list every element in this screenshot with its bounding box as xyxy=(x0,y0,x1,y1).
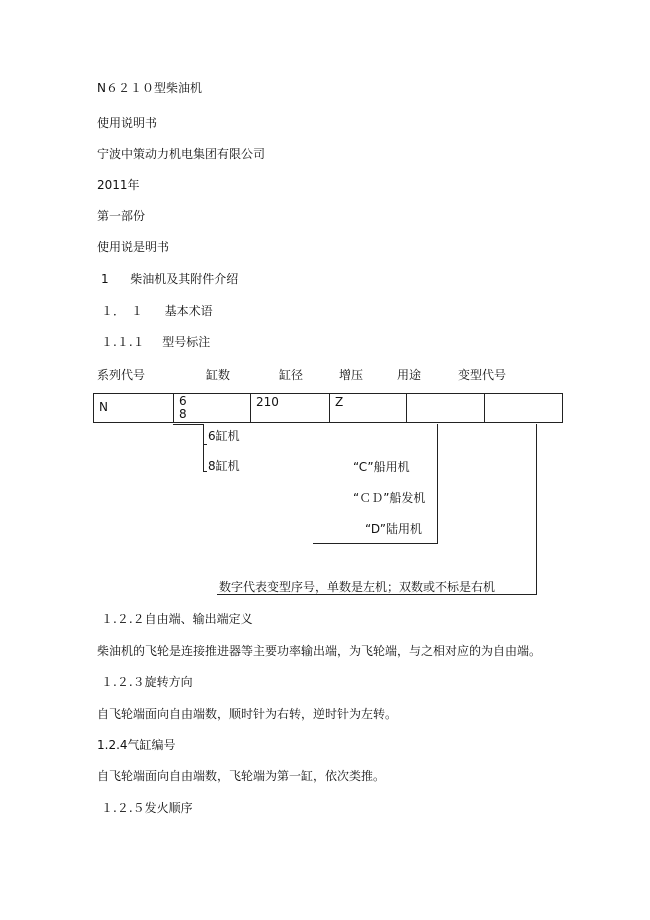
section-1-title: 柴油机及其附件介绍 xyxy=(130,272,239,286)
section-1-2-3-number: １.２.３ xyxy=(101,675,145,689)
label-use-cd: “ＣＤ”船发机 xyxy=(353,491,426,505)
section-1-2-4-heading xyxy=(97,737,176,753)
label-use-c: “C”船用机 xyxy=(353,460,410,474)
section-1-2-2-heading xyxy=(101,611,253,627)
label-6-cylinder: 6缸机 xyxy=(208,429,240,443)
section-1-1-1-number: １.１.１ xyxy=(101,335,145,349)
doc-subtitle: 使用说明书 xyxy=(97,116,158,130)
label-8-cylinder: 8缸机 xyxy=(208,459,240,473)
doc-year: 2011年 xyxy=(97,178,140,192)
header-usage: 用途 xyxy=(397,368,422,382)
section-1-2-3-title: 旋转方向 xyxy=(144,675,193,689)
label-use-d: “D”陆用机 xyxy=(365,522,422,536)
code-row xyxy=(94,394,563,423)
cell-usage xyxy=(407,394,485,423)
section-1-2-3-body: 自飞轮端面向自由端数，顺时针为右转，逆时针为左转。 xyxy=(97,707,398,721)
section-1-2-2-body: 柴油机的飞轮是连接推进器等主要功率输出端，为飞轮端，与之相对应的为自由端。 xyxy=(97,644,542,658)
section-1-2-4-body: 自飞轮端面向自由端数，飞轮端为第一缸，依次类推。 xyxy=(97,769,386,783)
section-1-2-5-heading xyxy=(101,800,193,816)
section-1-2-4-title: 气缸编号 xyxy=(127,738,176,752)
section-1-1-title: 基本术语 xyxy=(164,304,213,318)
header-turbo: 增压 xyxy=(339,368,364,382)
doc-title: N６２１０型柴油机 xyxy=(97,81,202,95)
section-1-1-1-title: 型号标注 xyxy=(162,335,211,349)
section-1-number: 1 xyxy=(101,272,109,286)
header-series: 系列代号 xyxy=(97,368,146,382)
section-1-2-2-title: 自由端、输出端定义 xyxy=(144,612,253,626)
section-1-2-3-heading xyxy=(101,674,193,690)
code-table xyxy=(93,393,563,423)
section-1-1-heading xyxy=(101,303,213,319)
section-1-2-5-title: 发火顺序 xyxy=(144,801,193,815)
part-heading: 第一部份 xyxy=(97,209,146,223)
company-name: 宁波中策动力机电集团有限公司 xyxy=(97,147,266,161)
cell-bore: 210 xyxy=(251,394,330,423)
section-1-2-5-number: １.２.５ xyxy=(101,801,145,815)
cell-cylinders: 6 8 xyxy=(174,394,251,423)
cell-variant xyxy=(485,394,563,423)
cyl-connector-6 xyxy=(203,444,207,445)
cell-turbo: Z xyxy=(330,394,407,423)
cell-series: N xyxy=(94,394,174,423)
section-1-2-2-number: １.２.２ xyxy=(101,612,145,626)
usage-connector-vertical xyxy=(437,424,438,543)
label-variant-note: 数字代表变型序号，单数是左机；双数或不标是右机 xyxy=(219,580,496,594)
cyl-connector-vertical xyxy=(203,424,204,472)
usage-connector-bottom xyxy=(313,543,438,544)
cyl-connector-8 xyxy=(203,471,207,472)
variant-connector-vertical xyxy=(536,424,537,594)
manual-heading: 使用说是明书 xyxy=(97,240,170,254)
header-bore: 缸径 xyxy=(279,368,304,382)
section-1-2-4-number: 1.2.4 xyxy=(97,738,128,752)
header-cylinders: 缸数 xyxy=(206,368,231,382)
section-1-1-1-heading xyxy=(101,334,210,350)
section-1-1-number: １． １ xyxy=(101,304,144,318)
cyl-connector-top xyxy=(173,424,203,425)
header-variant: 变型代号 xyxy=(458,368,507,382)
section-1-heading xyxy=(101,271,238,287)
